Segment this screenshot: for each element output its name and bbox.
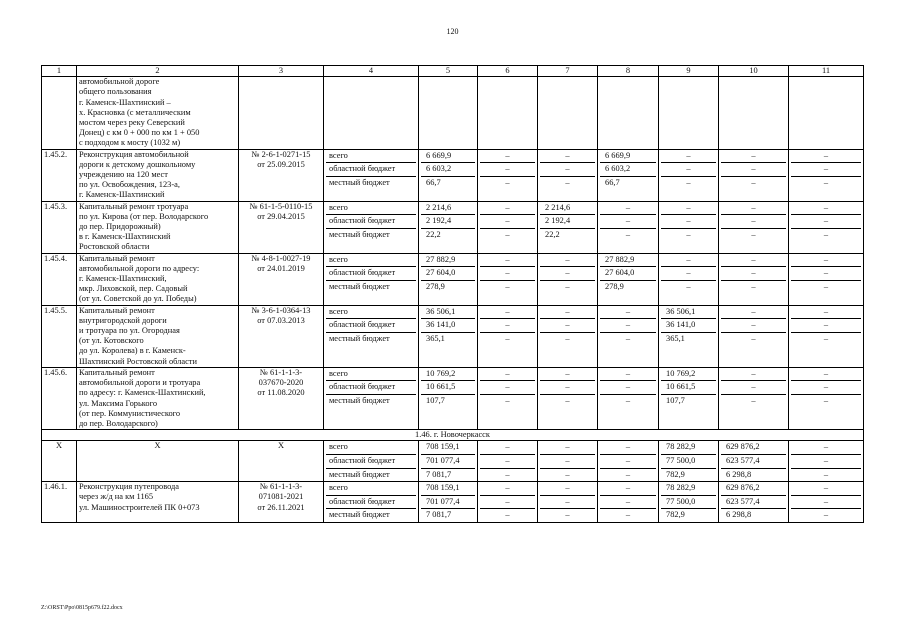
table-row [42,441,864,482]
amount-cell [478,253,538,305]
continuation-row [42,77,864,149]
amount-cell [719,367,789,429]
funding-source-label: всего [326,441,416,455]
amount-value: – [540,254,595,268]
x-mark: X [77,441,239,482]
amount-value: – [791,150,861,164]
amount-cell [598,305,659,367]
amount-value: – [540,368,595,382]
amount-value: – [480,319,535,333]
funding-sources [324,367,419,429]
table-row [42,149,864,201]
amount-cell [538,149,598,201]
amount-value: – [480,496,535,510]
amount-cell [419,149,478,201]
amount-value: 2 214,6 [421,202,475,216]
amount-value: – [625,333,631,343]
amount-value: 7 081,7 [426,469,452,479]
amount-value: 2 192,4 [540,215,595,229]
amount-value: – [721,319,786,333]
amount-value: – [505,177,510,187]
header-row [42,66,864,77]
amount-value: 701 077,4 [421,455,475,469]
amount-value: 701 077,4 [421,496,475,510]
amount-value: – [600,482,656,496]
amount-cell [598,367,659,429]
amount-cell [659,305,719,367]
amount-value: 27 882,9 [600,254,656,268]
amount-value: – [540,267,595,281]
amount-value: – [721,267,786,281]
amount-value: – [600,319,656,333]
amount-value: – [480,202,535,216]
funding-source-label: всего [326,150,416,164]
x-mark: X [239,441,324,482]
amount-value: 6 603,2 [600,163,656,177]
amount-value: – [661,215,716,229]
object-description: Реконструкция автомобильной дороги к детскому дошкольному учреждению на 120 мест по ул. Освобождения, 123-а, г. Каменск-Шахтинский [77,149,239,201]
amount-cell [419,367,478,429]
amount-value: – [721,368,786,382]
amount-value: – [686,229,691,239]
amount-value: 10 769,2 [421,368,475,382]
amount-value: – [480,368,535,382]
amount-cell [789,367,864,429]
amount-value: – [791,202,861,216]
amount-value: – [600,215,656,229]
amount-value: – [791,496,861,510]
amount-cell [419,441,478,482]
amount-value: – [721,215,786,229]
amount-value: – [540,163,595,177]
amount-value: – [505,396,510,406]
amount-value: – [791,306,861,320]
amount-value: – [565,281,570,291]
amount-cell [789,305,864,367]
amount-cell [419,305,478,367]
amount-value: 10 769,2 [661,368,716,382]
amount-value: – [751,333,756,343]
funding-source-label: местный бюджет [329,396,390,406]
amount-value: 623 577,4 [721,455,786,469]
funding-source-label: областной бюджет [326,319,416,333]
amount-cell [598,441,659,482]
amount-cell [419,253,478,305]
amount-value: 6 298,8 [726,469,752,479]
amount-value: – [565,396,570,406]
amount-value: 78 282,9 [661,441,716,455]
amount-value: – [823,229,829,239]
funding-source-label: местный бюджет [329,281,390,291]
amount-cell [659,441,719,482]
empty-cell [659,77,719,149]
amount-value: – [480,150,535,164]
amount-cell [538,305,598,367]
funding-source-label: всего [326,202,416,216]
amount-value: 78 282,9 [661,482,716,496]
funding-source-label: всего [326,482,416,496]
amount-value: – [505,281,510,291]
amount-cell [538,367,598,429]
funding-source-label: местный бюджет [329,333,390,343]
amount-value: 77 500,0 [661,455,716,469]
amount-value: – [625,229,631,239]
expertise-document: № 61-1-1-3- 037670-2020 от 11.08.2020 [239,367,324,429]
amount-cell [538,201,598,253]
amount-value: 107,7 [426,396,445,406]
amount-cell [789,149,864,201]
amount-value: – [791,381,861,395]
amount-value: – [791,163,861,177]
amount-value: 10 661,5 [421,381,475,395]
column-number: 8 [598,66,659,77]
amount-value: 27 604,0 [600,267,656,281]
amount-value: – [600,368,656,382]
amount-cell [538,253,598,305]
amount-cell [719,482,789,523]
amount-value: 22,2 [545,229,560,239]
object-description: Капитальный ремонт внутригородской дороги и тротуара по ул. Огородная (от ул. Котовского до ул. Королева) в г. Каменск- Шахтинский Ростовской области [77,305,239,367]
amount-value: 6 603,2 [421,163,475,177]
table-row [42,482,864,523]
amount-value: – [600,306,656,320]
amount-value: 365,1 [666,333,685,343]
amount-value: – [661,163,716,177]
amount-value: – [505,510,510,520]
funding-source-label: всего [326,306,416,320]
amount-cell [478,482,538,523]
funding-source-label: местный бюджет [329,510,390,520]
amount-cell [419,201,478,253]
funding-source-label: местный бюджет [329,229,390,239]
expertise-document: № 61-1-5-0110-15 от 29.04.2015 [239,201,324,253]
funding-source-label: местный бюджет [329,469,390,479]
amount-cell [789,441,864,482]
amount-value: – [625,510,631,520]
row-number: 1.45.3. [42,201,77,253]
amount-value: – [540,150,595,164]
amount-value: – [480,163,535,177]
table-row [42,305,864,367]
amount-value: – [791,482,861,496]
amount-value: – [480,455,535,469]
funding-source-label: областной бюджет [326,215,416,229]
object-description: автомобильной дороге общего пользования г. Каменск-Шахтинский – х. Красновка (с металлическим мостом через реку Северский Донец) с км 0 + 000 по км 1 + 050 с подходом к мосту (1032 м) [77,77,239,149]
amount-value: 2 192,4 [421,215,475,229]
amount-value: – [791,215,861,229]
amount-cell [789,253,864,305]
funding-source-label: областной бюджет [326,455,416,469]
amount-value: – [791,319,861,333]
row-number: 1.45.5. [42,305,77,367]
amount-value: – [625,469,631,479]
amount-value: – [791,368,861,382]
amount-value: – [823,281,829,291]
amount-value: – [565,333,570,343]
amount-value: – [721,150,786,164]
amount-value: – [721,381,786,395]
amount-value: – [823,396,829,406]
amount-value: – [480,441,535,455]
column-number: 3 [239,66,324,77]
amount-value: – [540,319,595,333]
column-number: 9 [659,66,719,77]
amount-value: – [823,469,829,479]
funding-source-label: местный бюджет [329,177,390,187]
amount-value: – [751,281,756,291]
amount-value: – [791,254,861,268]
amount-value: 66,7 [605,177,620,187]
amount-cell [659,482,719,523]
amount-cell [598,149,659,201]
section-title: 1.46. г. Новочеркасск [42,430,864,441]
amount-value: – [600,455,656,469]
amount-value: – [751,396,756,406]
amount-value: – [721,163,786,177]
amount-value: 36 141,0 [421,319,475,333]
amount-value: 6 298,8 [726,510,752,520]
amount-value: – [600,381,656,395]
row-number: 1.45.2. [42,149,77,201]
amount-value: – [661,267,716,281]
amount-value: 107,7 [666,396,685,406]
empty-cell [239,77,324,149]
file-path: Z:\ORST\Ppo\0815p679.f22.docx [41,605,123,611]
amount-cell [478,305,538,367]
object-description: Реконструкция путепровода через ж/д на км 1165 ул. Машиностроителей ПК 0+073 [77,482,239,523]
amount-value: – [791,267,861,281]
amount-value: – [565,510,570,520]
amount-cell [719,253,789,305]
amount-cell [719,441,789,482]
funding-source-label: областной бюджет [326,267,416,281]
column-number: 2 [77,66,239,77]
amount-value: – [751,177,756,187]
amount-value: 66,7 [426,177,441,187]
amount-value: 278,9 [605,281,624,291]
amount-cell [598,201,659,253]
amount-cell [659,367,719,429]
amount-value: 629 876,2 [721,482,786,496]
amount-cell [789,201,864,253]
x-mark: X [42,441,77,482]
object-description: Капитальный ремонт автомобильной дороги и тротуара по адресу: г. Каменск-Шахтинский, ул. Максима Горького (от пер. Коммунистического до пер. Володарского) [77,367,239,429]
amount-value: 782,9 [666,510,685,520]
funding-source-label: областной бюджет [326,381,416,395]
empty-cell [478,77,538,149]
amount-value: – [565,177,570,187]
amount-value: – [751,229,756,239]
amount-value: – [823,333,829,343]
amount-value: – [480,215,535,229]
empty-cell [719,77,789,149]
amount-cell [719,201,789,253]
object-description: Капитальный ремонт тротуара по ул. Кирова (от пер. Володарского до пер. Придорожный) в г. Каменск-Шахтинский Ростовской области [77,201,239,253]
amount-value: – [823,510,829,520]
amount-value: – [686,281,691,291]
funding-sources [324,305,419,367]
amount-value: 2 214,6 [540,202,595,216]
amount-value: – [600,202,656,216]
amount-value: – [540,455,595,469]
amount-value: – [565,469,570,479]
column-number: 4 [324,66,419,77]
funding-sources [324,149,419,201]
amount-value: – [600,496,656,510]
amount-cell [478,201,538,253]
amount-value: – [480,482,535,496]
amount-cell [598,482,659,523]
table-row [42,201,864,253]
amount-value: – [540,441,595,455]
amount-value: – [480,267,535,281]
amount-value: 623 577,4 [721,496,786,510]
column-number: 7 [538,66,598,77]
amount-value: 782,9 [666,469,685,479]
amount-cell [659,201,719,253]
amount-value: – [721,306,786,320]
row-number [42,77,77,149]
amount-value: – [721,202,786,216]
amount-value: 22,2 [426,229,441,239]
expertise-document: № 61-1-1-3- 071081-2021 от 26.11.2021 [239,482,324,523]
empty-cell [419,77,478,149]
table-row [42,253,864,305]
amount-value: – [791,441,861,455]
amount-value: 36 141,0 [661,319,716,333]
amount-cell [419,482,478,523]
column-number: 6 [478,66,538,77]
row-number: 1.45.6. [42,367,77,429]
page-number: 120 [446,27,459,36]
amount-value: 77 500,0 [661,496,716,510]
amount-value: 708 159,1 [421,441,475,455]
funding-source-label: областной бюджет [326,163,416,177]
amount-cell [478,367,538,429]
funding-source-label: областной бюджет [326,496,416,510]
amount-cell [478,149,538,201]
row-number: 1.46.1. [42,482,77,523]
amount-value: 629 876,2 [721,441,786,455]
column-number: 1 [42,66,77,77]
empty-cell [324,77,419,149]
amount-value: – [480,306,535,320]
amount-value: 278,9 [426,281,445,291]
amount-value: – [791,455,861,469]
expertise-document: № 4-8-1-0027-19 от 24.01.2019 [239,253,324,305]
amount-value: 27 604,0 [421,267,475,281]
empty-cell [538,77,598,149]
amount-cell [789,482,864,523]
amount-value: – [540,381,595,395]
amount-value: – [625,396,631,406]
amount-value: 6 669,9 [421,150,475,164]
amount-value: – [686,177,691,187]
funding-sources [324,201,419,253]
amount-value: – [600,441,656,455]
amount-value: – [823,177,829,187]
amount-cell [719,149,789,201]
amount-value: 7 081,7 [426,510,452,520]
column-number: 11 [789,66,864,77]
amount-value: 36 506,1 [421,306,475,320]
amount-cell [659,149,719,201]
amount-value: – [505,229,510,239]
amount-value: – [480,381,535,395]
amount-value: 365,1 [426,333,445,343]
amount-cell [538,482,598,523]
amount-value: – [540,306,595,320]
section-row [42,430,864,441]
amount-value: 36 506,1 [661,306,716,320]
amount-value: – [661,150,716,164]
amount-value: 6 669,9 [600,150,656,164]
empty-cell [789,77,864,149]
amount-value: 708 159,1 [421,482,475,496]
amount-value: – [661,254,716,268]
funding-source-label: всего [326,254,416,268]
amount-value: – [721,254,786,268]
amount-value: – [505,469,510,479]
funding-sources [324,482,419,523]
column-number: 10 [719,66,789,77]
row-number: 1.45.4. [42,253,77,305]
amount-value: – [505,333,510,343]
amount-cell [478,441,538,482]
amount-value: 27 882,9 [421,254,475,268]
amount-value: 10 661,5 [661,381,716,395]
funding-sources [324,441,419,482]
amount-cell [538,441,598,482]
financing-table [41,65,864,523]
amount-value: – [540,496,595,510]
amount-value: – [540,482,595,496]
funding-sources [324,253,419,305]
amount-cell [659,253,719,305]
funding-source-label: всего [326,368,416,382]
amount-cell [598,253,659,305]
expertise-document: № 2-6-1-0271-15 от 25.09.2015 [239,149,324,201]
amount-cell [719,305,789,367]
amount-value: – [661,202,716,216]
expertise-document: № 3-6-1-0364-13 от 07.03.2013 [239,305,324,367]
empty-cell [598,77,659,149]
object-description: Капитальный ремонт автомобильной дороги по адресу: г. Каменск-Шахтинский, мкр. Лиховской, пер. Садовый (от ул. Советской до ул. Победы) [77,253,239,305]
amount-value: – [480,254,535,268]
table-row [42,367,864,429]
column-number: 5 [419,66,478,77]
